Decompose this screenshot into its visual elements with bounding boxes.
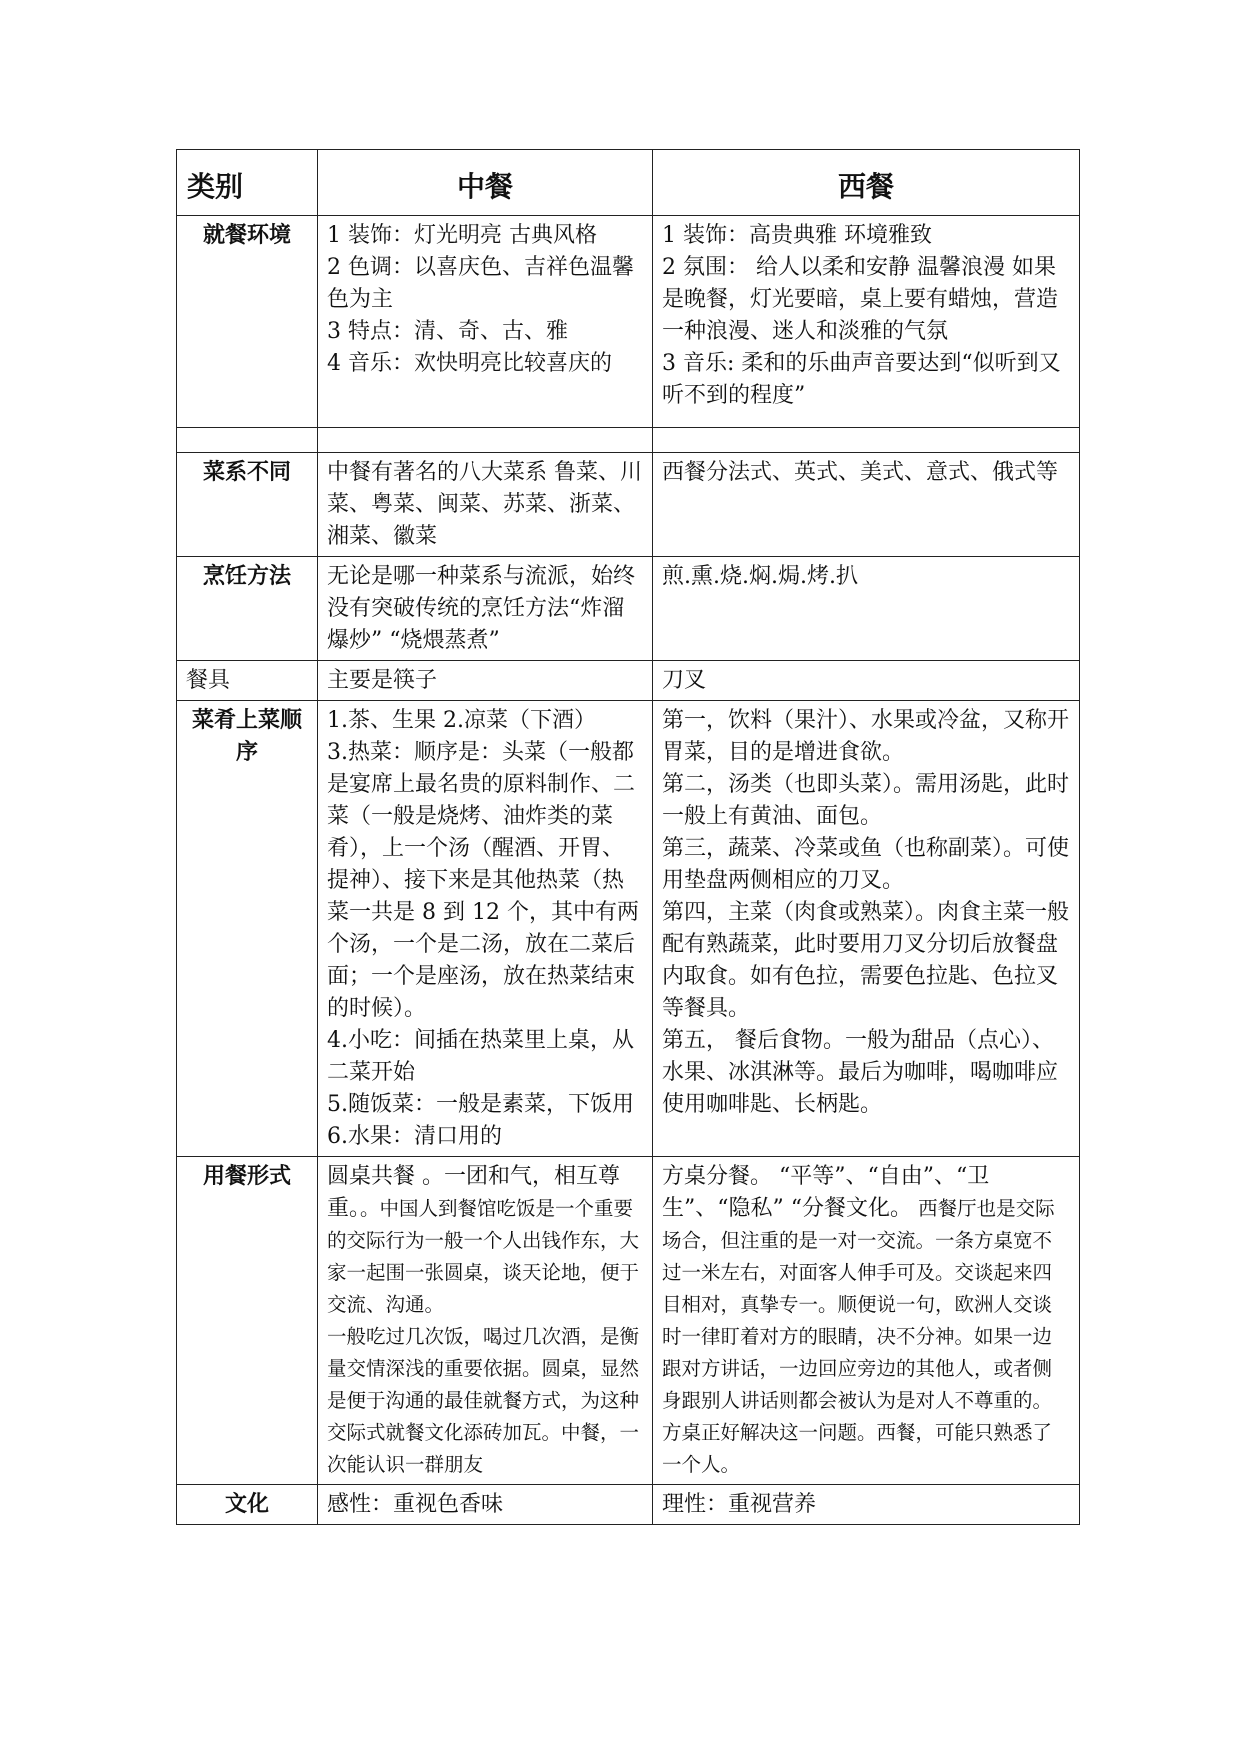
cell-line: 理性：重视营养 (662, 1492, 817, 1517)
cell-line: 第一，饮料（果汁）、水果或冷盆，又称开胃菜，目的是增进食欲。 (662, 708, 1070, 765)
cell-lead: 方桌分餐。 “平等”、“自由”、“卫生”、“隐私” “分餐文化。 (662, 1164, 990, 1221)
comparison-table (176, 149, 1080, 1525)
cell-line: 4.小吃：间插在热菜里上桌，从二菜开始 (327, 1028, 634, 1085)
cell-line: 第四，主菜（肉食或熟菜）。肉食主菜一般配有熟蔬菜，此时要用刀叉分切后放餐盘内取食。如有色拉，需要色拉匙、色拉叉等餐具。 (662, 900, 1070, 1021)
header-row (177, 150, 1080, 216)
table-row-environment (177, 216, 1080, 428)
category-cell: 菜系不同 (177, 453, 318, 557)
chinese-cell (318, 661, 653, 701)
cell-line: 刀叉 (662, 668, 707, 693)
cell-line: 煎.熏.烧.焖.焗.烤.扒 (662, 564, 858, 589)
cell-line: 一般吃过几次饭，喝过几次酒，是衡量交情深浅的重要依据。圆桌，显然是便于沟通的最佳就餐方式，为这种交际式就餐文化添砖加瓦。中餐，一次能认识一群朋友 (327, 1325, 640, 1476)
western-cell (653, 661, 1080, 701)
western-cell (653, 216, 1080, 428)
cell-lead: 圆桌共餐 。一团和气，相互尊重。 (327, 1164, 620, 1221)
cell-line: 4 音乐：欢快明亮比较喜庆的 (327, 351, 612, 376)
cell-line: 3.热菜：顺序是：头菜（一般都是宴席上最名贵的原料制作、二菜（一般是烧烤、油炸类的菜肴），上一个汤（醒酒、开胃、提神）、接下来是其他热菜（热菜一共是 8 到 12 个，其中有两个汤，一个是二汤，放在二菜后面；一个是座汤，放在热菜结束的时候）。 (327, 740, 639, 1021)
category-cell: 就餐环境 (177, 216, 318, 428)
category-cell: 文化 (177, 1485, 318, 1525)
western-cell (653, 453, 1080, 557)
cell-line: 无论是哪一种菜系与流派，始终没有突破传统的烹饪方法“炸溜爆炒” “烧煨蒸煮” (327, 564, 636, 653)
chinese-cell (318, 1157, 653, 1485)
table-row-dining-style (177, 1157, 1080, 1485)
cell-line: 感性：重视色香味 (327, 1492, 504, 1517)
cell-line: 第五， 餐后食物。一般为甜品（点心）、水果、冰淇淋等。最后为咖啡，喝咖啡应使用咖啡匙、长柄匙。 (662, 1028, 1059, 1117)
header-chinese: 中餐 (318, 150, 653, 216)
cell-line: 第三，蔬菜、冷菜或鱼（也称副菜）。可使用垫盘两侧相应的刀叉。 (662, 836, 1070, 893)
cell-line: 1 装饰：灯光明亮 古典风格 (327, 223, 597, 248)
western-cell (653, 1157, 1080, 1485)
western-cell (653, 701, 1080, 1157)
category-cell: 餐具 (177, 661, 318, 701)
cell-line: 中餐有著名的八大菜系 鲁菜、川菜、粤菜、闽菜、苏菜、浙菜、湘菜、徽菜 (327, 460, 642, 549)
header-western: 西餐 (653, 150, 1080, 216)
blank-row (177, 428, 1080, 453)
cell-text: 。中国人到餐馆吃饭是一个重要的交际行为一般一个人出钱作东，大家一起围一张圆桌，谈天论地，便于交流、沟通。 (327, 1197, 640, 1316)
cell-line: 西餐分法式、英式、美式、意式、俄式等 (662, 460, 1059, 485)
cell-line: 6.水果：清口用的 (327, 1124, 502, 1149)
category-cell: 菜肴上菜顺序 (177, 701, 318, 1157)
cell-line: 主要是筷子 (327, 668, 438, 693)
cell-line: 1.茶、生果 2.凉菜（下酒） (327, 708, 596, 733)
chinese-cell (318, 1485, 653, 1525)
blank-cell (177, 428, 318, 453)
chinese-cell (318, 557, 653, 661)
header-category: 类别 (177, 150, 318, 216)
cell-text: 西餐厅也是交际场合，但注重的是一对一交流。一条方桌宽不过一米左右，对面客人伸手可及。交谈起来四目相对，真挚专一。顺便说一句，欧洲人交谈时一律盯着对方的眼睛，决不分神。如果一边跟对方讲话，一边回应旁边的其他人，或者侧身跟别人讲话则都会被认为是对人不尊重的。方桌正好解决这一问题。西餐，可能只熟悉了一个人。 (662, 1197, 1055, 1476)
western-cell (653, 1485, 1080, 1525)
western-cell (653, 557, 1080, 661)
cell-line: 3 特点：清、奇、古、雅 (327, 319, 568, 344)
category-cell: 用餐形式 (177, 1157, 318, 1485)
blank-cell (653, 428, 1080, 453)
cell-line: 3 音乐: 柔和的乐曲声音要达到“似听到又听不到的程度” (662, 351, 1061, 408)
table-row-cooking (177, 557, 1080, 661)
chinese-cell (318, 453, 653, 557)
table-row-tableware (177, 661, 1080, 701)
cell-line: 1 装饰：高贵典雅 环境雅致 (662, 223, 932, 248)
cell-line: 2 色调：以喜庆色、吉祥色温馨色为主 (327, 255, 634, 312)
category-cell: 烹饪方法 (177, 557, 318, 661)
chinese-cell (318, 216, 653, 428)
table-row-cuisines (177, 453, 1080, 557)
blank-cell (318, 428, 653, 453)
table-row-culture (177, 1485, 1080, 1525)
cell-line: 5.随饭菜：一般是素菜，下饭用 (327, 1092, 634, 1117)
table-row-serving-order (177, 701, 1080, 1157)
chinese-cell (318, 701, 653, 1157)
cell-line: 第二，汤类（也即头菜）。需用汤匙，此时一般上有黄油、面包。 (662, 772, 1070, 829)
cell-line: 2 氛围： 给人以柔和安静 温馨浪漫 如果是晚餐，灯光要暗，桌上要有蜡烛，营造一种浪漫、迷人和淡雅的气氛 (662, 255, 1059, 344)
